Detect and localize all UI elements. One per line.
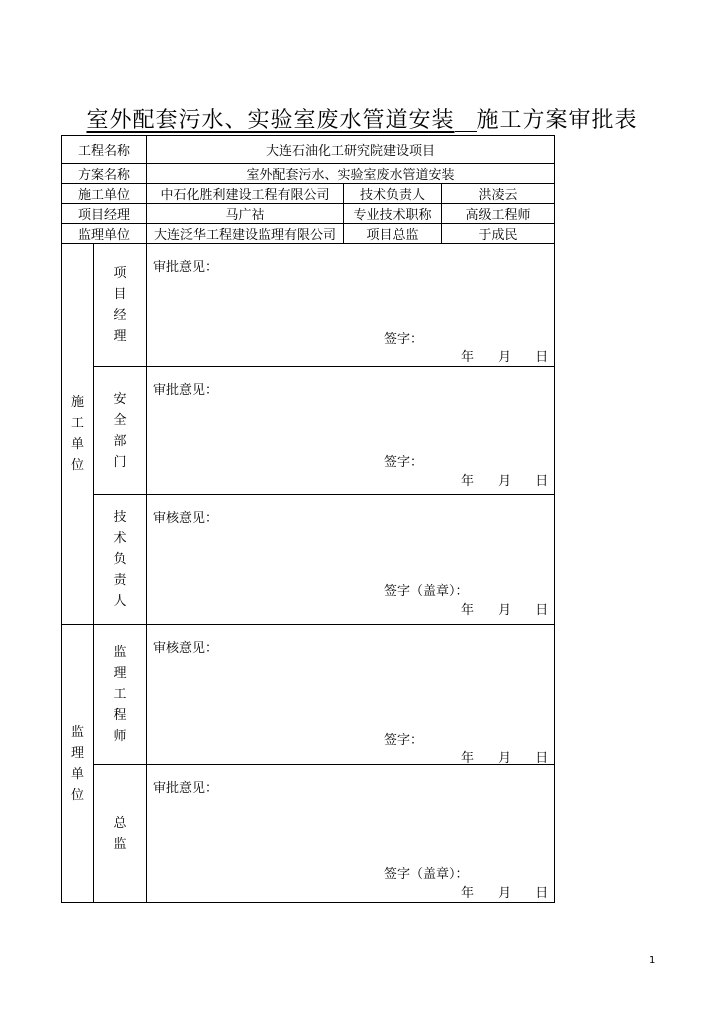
tech-lead-label: 技术负责人 <box>344 184 442 204</box>
role-cell <box>94 625 147 765</box>
opinion-label: 审核意见： <box>153 511 219 526</box>
chief-supervisor-label: 项目总监 <box>344 224 442 244</box>
section-row <box>62 625 555 765</box>
sign-label: 签字： <box>384 733 424 748</box>
approval-form-table <box>61 135 555 903</box>
group-supervision-unit <box>62 625 94 903</box>
row-supervision-unit <box>62 224 555 244</box>
vertical-char: 位 <box>70 787 84 803</box>
role-cell <box>94 765 147 903</box>
page-title <box>86 108 637 133</box>
scheme-name-value: 室外配套污水、实验室废水管道安装 <box>147 164 555 184</box>
role-tech-lead <box>94 507 146 612</box>
vertical-char: 部 <box>113 433 127 449</box>
chief-supervisor-value: 于成民 <box>442 224 555 244</box>
project-name-label: 工程名称 <box>62 136 147 164</box>
section-row <box>62 495 555 625</box>
opinion-cell <box>147 765 555 903</box>
supervision-unit-value: 大连泛华工程建设监理有限公司 <box>147 224 344 244</box>
sign-label: 签字（盖章）： <box>384 867 469 882</box>
opinion-label: 审批意见： <box>153 781 219 796</box>
vertical-char: 项 <box>113 266 127 281</box>
vertical-char: 负 <box>113 552 127 567</box>
vertical-char: 监 <box>70 724 84 740</box>
scheme-name-label: 方案名称 <box>62 164 147 184</box>
role-cell <box>94 495 147 625</box>
vertical-char: 总 <box>113 815 127 831</box>
tech-lead-value: 洪凌云 <box>442 184 555 204</box>
opinion-label: 审批意见： <box>153 383 219 398</box>
date-line: 年 月 日 <box>461 751 549 766</box>
section-row <box>62 765 555 903</box>
opinion-cell <box>147 244 555 367</box>
sign-label: 签字： <box>384 455 424 470</box>
row-scheme-name <box>62 164 555 184</box>
title-part1: 室外配套污水、实验室废水管道安装 <box>86 108 455 133</box>
vertical-char: 工 <box>113 687 127 702</box>
construction-unit-value: 中石化胜利建设工程有限公司 <box>147 184 344 204</box>
vertical-char: 门 <box>113 454 127 470</box>
group-construction-unit <box>62 244 94 625</box>
project-name-value: 大连石油化工研究院建设项目 <box>147 136 555 164</box>
professional-title-label: 专业技术职称 <box>344 204 442 224</box>
opinion-label: 审批意见： <box>153 260 219 275</box>
row-project-manager <box>62 204 555 224</box>
vertical-char: 安 <box>113 391 127 407</box>
vertical-char: 人 <box>113 594 127 609</box>
row-construction-unit <box>62 184 555 204</box>
vertical-char: 责 <box>113 573 127 588</box>
vertical-char: 目 <box>113 287 127 302</box>
date-line: 年 月 日 <box>461 474 549 489</box>
group-construction-label <box>62 392 93 476</box>
vertical-char: 理 <box>113 666 127 681</box>
vertical-char: 位 <box>70 458 84 473</box>
vertical-char: 理 <box>70 745 84 761</box>
role-chief-supervisor <box>94 813 146 855</box>
role-supervising-engineer <box>94 642 146 747</box>
project-manager-value: 马广祜 <box>147 204 344 224</box>
group-supervision-label <box>62 722 93 806</box>
section-row <box>62 244 555 367</box>
role-project-manager <box>94 263 146 347</box>
vertical-char: 全 <box>113 412 127 428</box>
section-row <box>62 367 555 495</box>
date-line: 年 月 日 <box>461 350 549 365</box>
role-cell <box>94 244 147 367</box>
vertical-char: 监 <box>113 645 127 660</box>
project-manager-label: 项目经理 <box>62 204 147 224</box>
vertical-char: 程 <box>113 708 127 723</box>
construction-unit-label: 施工单位 <box>62 184 147 204</box>
opinion-label: 审核意见： <box>153 641 219 656</box>
professional-title-value: 高级工程师 <box>442 204 555 224</box>
opinion-cell <box>147 625 555 765</box>
vertical-char: 经 <box>113 308 127 323</box>
row-project-name <box>62 136 555 164</box>
vertical-char: 术 <box>113 531 127 546</box>
vertical-char: 师 <box>113 729 127 744</box>
vertical-char: 单 <box>70 766 84 782</box>
supervision-unit-label: 监理单位 <box>62 224 147 244</box>
vertical-char: 理 <box>113 329 127 344</box>
page-number: 1 <box>649 955 656 966</box>
sign-label: 签字： <box>384 332 424 347</box>
title-block <box>0 103 724 134</box>
vertical-char: 施 <box>70 395 84 410</box>
vertical-char: 技 <box>113 510 127 525</box>
role-cell <box>94 367 147 495</box>
vertical-char: 单 <box>70 437 84 452</box>
role-safety-dept <box>94 389 146 473</box>
title-part2: 施工方案审批表 <box>476 108 638 133</box>
date-line: 年 月 日 <box>461 886 549 901</box>
vertical-char: 工 <box>70 416 84 431</box>
date-line: 年 月 日 <box>461 603 549 618</box>
vertical-char: 监 <box>113 836 127 852</box>
opinion-cell <box>147 367 555 495</box>
opinion-cell <box>147 495 555 625</box>
sign-label: 签字（盖章）： <box>384 584 469 599</box>
